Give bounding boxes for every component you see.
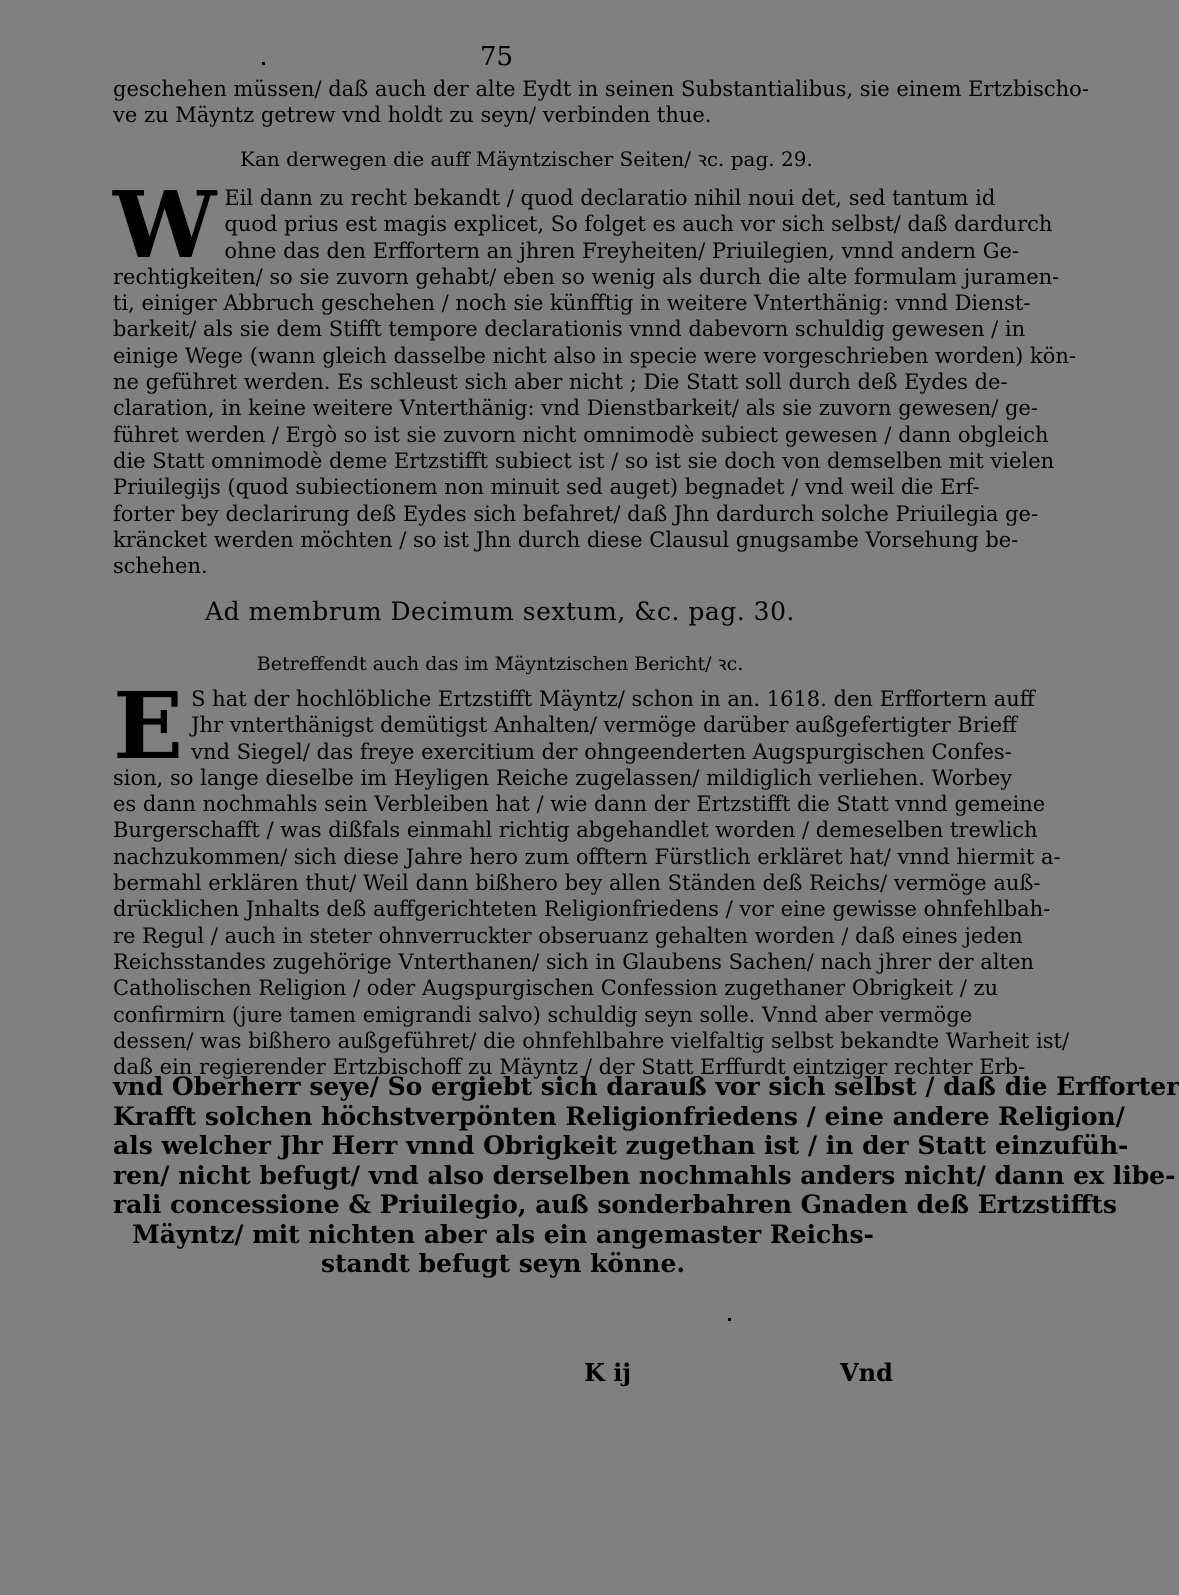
text-line: die Statt omnimodè deme Ertzstifft subiect ist / so ist sie doch von demselben mit vielen — [113, 448, 1055, 473]
text-line: Eil dann zu recht bekandt / quod declaratio nihil noui det, sed tantum id — [224, 186, 996, 210]
text-line: es dann nochmahls sein Verbleiben hat / wie dann der Ertzstifft die Statt vnnd gemeine — [113, 792, 1046, 817]
paragraph-2 — [113, 171, 1076, 579]
paragraph-3 — [113, 672, 1070, 1080]
text-line: confirmirn (jure tamen emigrandi salvo) schuldig seyn solle. Vnnd aber vermöge — [113, 1002, 973, 1027]
text-line: ren/ nicht befugt/ vnd also derselben nochmahls anders nicht/ dann ex libe- — [113, 1160, 1176, 1190]
text-line: schehen. — [113, 554, 208, 579]
ink-speck — [728, 1318, 731, 1321]
paragraph-1 — [113, 76, 1089, 129]
text-line: re Regul / auch in steter ohnverruckter obseruanz gehalten worden / daß eines jeden — [113, 923, 1023, 948]
text-line: Jhr vnterthänigst demütigst Anhalten/ vermöge darüber außgefertigter Brieff — [191, 713, 1017, 738]
section-heading-1: Kan derwegen die auff Mäyntzischer Seiten/ ꝛc. pag. 29. — [240, 147, 813, 171]
text-line: als welcher Jhr Herr vnnd Obrigkeit zugethan ist / in der Statt einzufüh- — [113, 1131, 1129, 1160]
text-line: Reichsstandes zugehörige Vnterthanen/ sich in Glaubens Sachen/ nach jhrer der alten — [113, 949, 1034, 974]
page-number: 75 — [480, 42, 514, 72]
text-line: Catholischen Religion / oder Augspurgischen Confession zugethaner Obrigkeit / zu — [113, 976, 999, 1001]
text-line: geschehen müssen/ daß auch der alte Eydt in seinen Substantialibus, sie einem Ertzbischo- — [113, 77, 1089, 101]
text-line: quod prius est magis explicet, So folget es auch vor sich selbst/ daß dardurch — [224, 212, 1053, 237]
text-line: vnd Oberherr seye/ So ergiebt sich darauß vor sich selbst / daß die Erfforter — [113, 1072, 1179, 1101]
text-line: standt befugt seyn könne. — [320, 1249, 686, 1278]
text-line: rechtigkeiten/ so sie zuvorn gehabt/ eben so wenig als durch die alte formulam juramen- — [113, 264, 1060, 289]
text-line: Burgerschafft / was dißfals einmahl richtig abgehandlet worden / demeselben trewlich — [113, 818, 1038, 843]
text-line: bermahl erklären thut/ Weil dann bißhero bey allen Ständen deß Reichs/ vermöge auß- — [113, 871, 1041, 896]
closing-paragraph — [113, 1072, 1179, 1279]
catchword: Vnd — [840, 1358, 893, 1387]
section-subheading: Betreffendt auch das im Mäyntzischen Bericht/ ꝛc. — [256, 653, 744, 675]
text-line: einige Wege (wann gleich dasselbe nicht also in specie were vorgeschrieben worden) kön- — [113, 343, 1076, 368]
text-line: ohne das den Erffortern an jhren Freyheiten/ Priuilegien, vnnd andern Ge- — [224, 238, 1020, 263]
text-line: claration, in keine weitere Vnterthänig: vnd Dienstbarkeit/ als sie zuvorn gewesen/ ge- — [113, 396, 1038, 421]
text-line: ve zu Mäyntz getrew vnd holdt zu seyn/ verbinden thue. — [113, 103, 712, 128]
text-line: sion, so lange dieselbe im Heyligen Reiche zugelassen/ mildiglich verliehen. Worbey — [113, 765, 1013, 790]
drop-cap-initial: E — [113, 672, 184, 780]
text-line: rali concessione & Priuilegio, auß sonderbahren Gnaden deß Ertzstiffts — [113, 1190, 1117, 1219]
text-line: Mäyntz/ mit nichten aber als ein angemaster Reichs- — [132, 1219, 874, 1249]
signature-mark: K ij — [584, 1358, 632, 1387]
text-line: ne geführet werden. Es schleust sich aber nicht ; Die Statt soll durch deß Eydes de- — [113, 370, 1008, 395]
text-line: nachzukommen/ sich diese Jahre hero zum offtern Fürstlich erkläret hat/ vnnd hiermit a- — [113, 844, 1061, 869]
text-line: ti, einiger Abbruch geschehen / noch sie künfftig in weitere Vnterthänig: vnnd Dienst- — [113, 291, 1031, 316]
section-heading-2: Ad membrum Decimum sextum, &c. pag. 30. — [205, 597, 795, 626]
text-line: drücklichen Jnhalts deß auffgerichteten Religionfriedens / vor eine gewisse ohnfehlbah- — [113, 897, 1051, 922]
text-line: Priuilegijs (quod subiectionem non minuit sed auget) begnadet / vnd weil die Erf- — [113, 475, 980, 500]
ink-speck — [262, 62, 265, 65]
drop-cap-initial: W — [113, 171, 217, 279]
text-line: kräncket werden möchten / so ist Jhn durch diese Clausul gnugsambe Vorsehung be- — [113, 527, 1019, 552]
text-line: daß ein regierender Ertzbischoff zu Mäyntz / der Statt Erffurdt eintziger rechter Erb- — [113, 1055, 1026, 1080]
text-line: vnd Siegel/ das freye exercitium der ohngeenderten Augspurgischen Confes- — [191, 739, 1012, 764]
text-line: Krafft solchen höchstverpönten Religionfriedens / eine andere Religion/ — [113, 1101, 1125, 1131]
text-line: forter bey declarirung deß Eydes sich befahret/ daß Jhn dardurch solche Priuilegia ge- — [113, 501, 1039, 526]
text-line: S hat der hochlöbliche Ertzstifft Mäyntz/ schon in an. 1618. den Erffortern auff — [191, 687, 1035, 711]
text-line: dessen/ was bißhero außgeführet/ die ohnfehlbahre vielfaltig selbst bekandte Warheit ist/ — [113, 1028, 1070, 1053]
text-line: barkeit/ als sie dem Stifft tempore declarationis vnnd dabevorn schuldig gewesen / in — [113, 317, 1026, 342]
text-line: führet werden / Ergò so ist sie zuvorn nicht omnimodè subiect gewesen / dann obgleich — [113, 422, 1049, 447]
